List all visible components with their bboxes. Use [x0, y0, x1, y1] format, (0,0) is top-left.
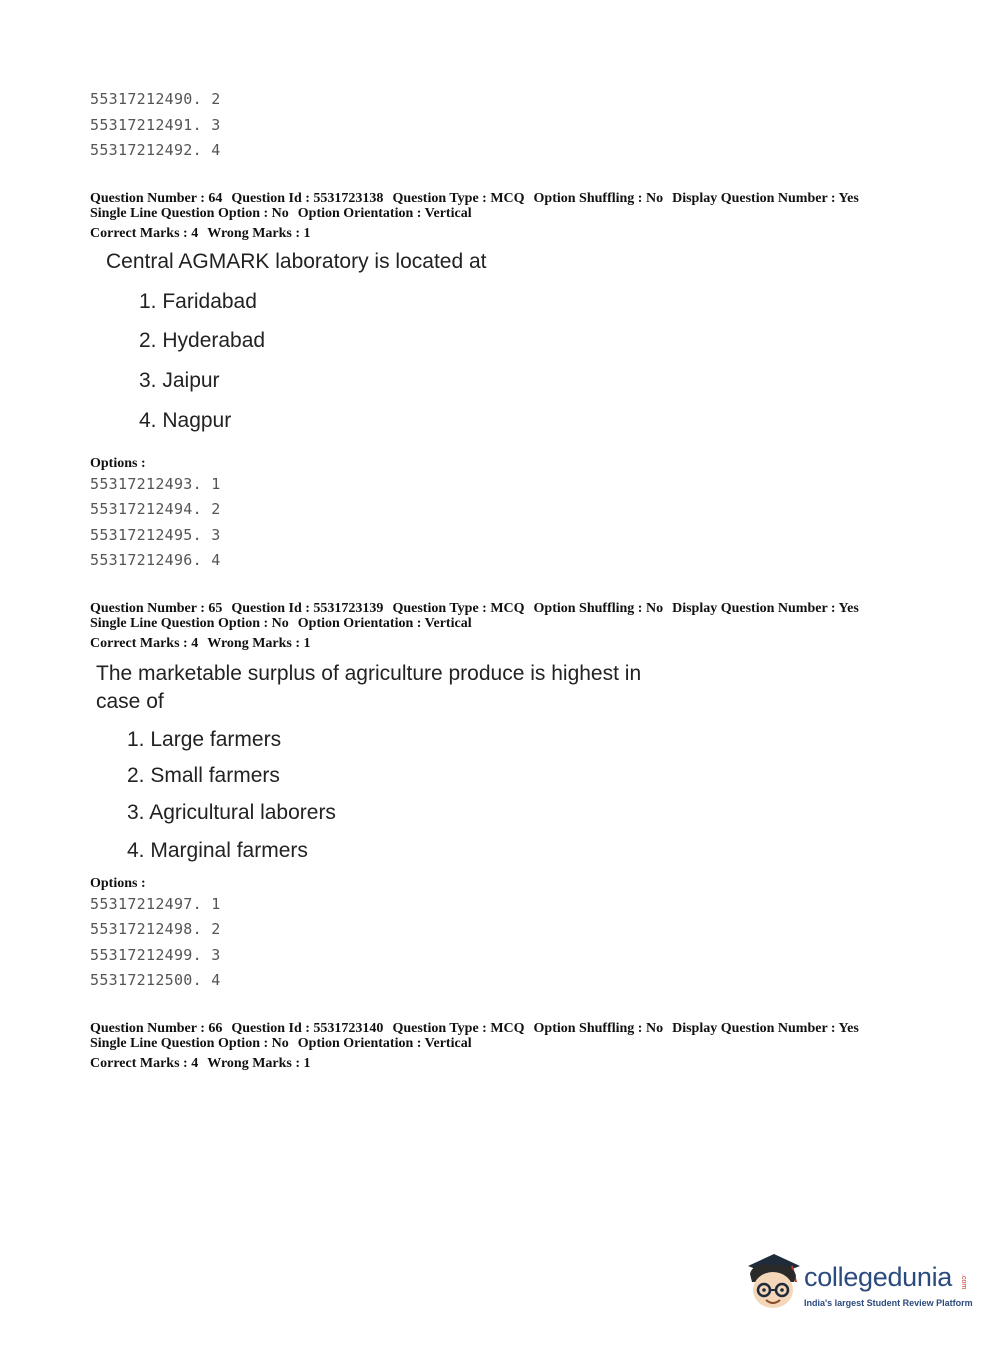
answer-choice: 3. Agricultural laborers [127, 801, 336, 824]
question-meta-line2: Single Line Question Option : No Option Orientation : Vertical [90, 206, 472, 221]
option-id-line: 55317212500. 4 [90, 971, 221, 989]
question-text: Central AGMARK laboratory is located at [106, 250, 487, 273]
question-text: case of [96, 690, 164, 713]
question-text: The marketable surplus of agriculture produce is highest in [96, 662, 642, 685]
logo-tagline: India's largest Student Review Platform [804, 1298, 973, 1308]
option-id-line: 55317212496. 4 [90, 551, 221, 569]
answer-choice: 2. Small farmers [127, 764, 280, 787]
option-id-line: 55317212492. 4 [90, 141, 221, 159]
option-id-line: 55317212498. 2 [90, 920, 221, 938]
question-meta-line2: Single Line Question Option : No Option Orientation : Vertical [90, 1036, 472, 1051]
option-id-line: 55317212490. 2 [90, 90, 221, 108]
option-id-line: 55317212495. 3 [90, 526, 221, 544]
question-marks: Correct Marks : 4 Wrong Marks : 1 [90, 226, 311, 241]
question-meta-line1: Question Number : 66 Question Id : 5531723140 Question Type : MCQ Option Shuffling : No Display Question Number : Yes [90, 1021, 859, 1036]
question-marks: Correct Marks : 4 Wrong Marks : 1 [90, 636, 311, 651]
logo-suffix: .com [960, 1274, 967, 1290]
answer-choice: 4. Nagpur [139, 409, 232, 432]
option-id-line: 55317212493. 1 [90, 475, 221, 493]
answer-choice: 4. Marginal farmers [127, 839, 308, 862]
option-id-line: 55317212491. 3 [90, 116, 221, 134]
collegedunia-logo [742, 1250, 972, 1320]
options-label: Options : [90, 876, 146, 891]
question-marks: Correct Marks : 4 Wrong Marks : 1 [90, 1056, 311, 1071]
mascot-face-icon [742, 1252, 804, 1314]
question-meta-line2: Single Line Question Option : No Option Orientation : Vertical [90, 616, 472, 631]
answer-choice: 2. Hyderabad [139, 329, 266, 352]
logo-wordmark: collegedunia [804, 1262, 953, 1292]
option-id-line: 55317212494. 2 [90, 500, 221, 518]
option-id-line: 55317212499. 3 [90, 946, 221, 964]
options-label: Options : [90, 456, 146, 471]
answer-choice: 1. Faridabad [139, 290, 257, 313]
question-meta-line1: Question Number : 64 Question Id : 5531723138 Question Type : MCQ Option Shuffling : No Display Question Number : Yes [90, 191, 859, 206]
answer-choice: 3. Jaipur [139, 369, 220, 392]
question-meta-line1: Question Number : 65 Question Id : 5531723139 Question Type : MCQ Option Shuffling : No Display Question Number : Yes [90, 601, 859, 616]
option-id-line: 55317212497. 1 [90, 895, 221, 913]
answer-choice: 1. Large farmers [127, 728, 282, 751]
